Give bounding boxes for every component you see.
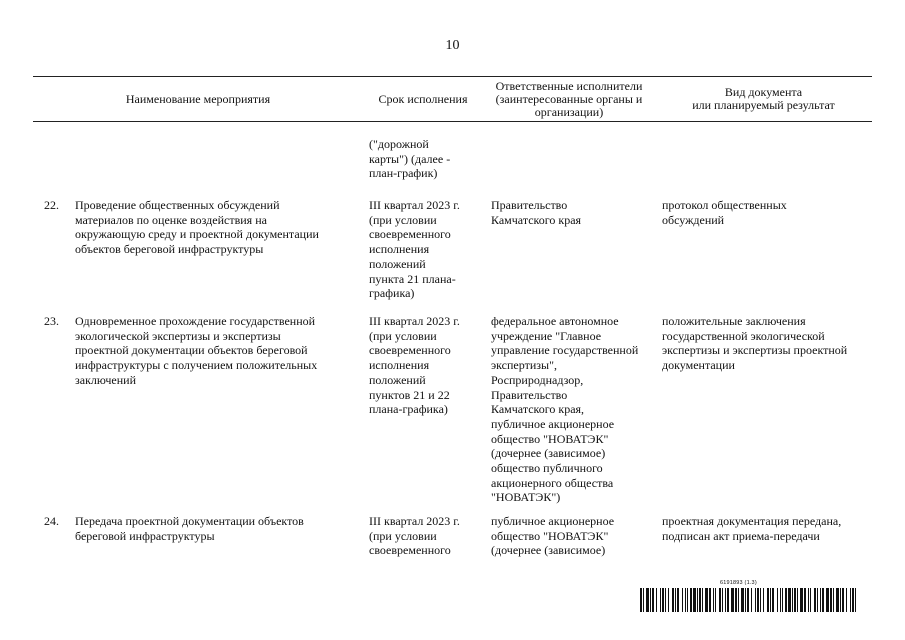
column-header-name: Наименование мероприятия	[125, 91, 271, 106]
table-top-rule	[33, 76, 872, 77]
row-24-number: 24.	[44, 514, 59, 528]
row-24-deadline: III квартал 2023 г. (при условии своевременного	[369, 514, 460, 558]
row-23-deadline: III квартал 2023 г. (при условии своевременного исполнения положений пунктов 21 и 22 плана-графика)	[369, 314, 460, 417]
column-header-deadline: Срок исполнения	[378, 91, 468, 106]
page-number: 10	[445, 38, 460, 53]
row-23-result: положительные заключения государственной экологической экспертизы и экспертизы проектной документации	[662, 314, 848, 373]
continuation-deadline: ("дорожной карты") (далее - план-график)	[369, 137, 451, 181]
barcode-label: 6191893 (1.3)	[720, 580, 757, 586]
row-22-result: протокол общественных обсуждений	[662, 198, 787, 227]
row-23-name: Одновременное прохождение государственной экологической экспертизы и экспертизы проектной документации объектов береговой инфраструктуры с получением положительных заключений	[75, 314, 318, 387]
row-24-executors: публичное акционерное общество "НОВАТЭК" (дочернее (зависимое)	[491, 514, 615, 558]
row-23-number: 23.	[44, 314, 59, 328]
row-22-name: Проведение общественных обсуждений материалов по оценке воздействия на окружающую среду и проектной документации объектов береговой инфраструктуры	[75, 198, 319, 257]
row-24-name: Передача проектной документации объектов береговой инфраструктуры	[75, 514, 304, 543]
row-22-executors: Правительство Камчатского края	[491, 198, 582, 227]
row-22-number: 22.	[44, 198, 59, 212]
row-22-deadline: III квартал 2023 г. (при условии своевременного исполнения положений пункта 21 плана- графика)	[369, 198, 460, 301]
table-header-rule	[33, 121, 872, 122]
barcode	[640, 588, 857, 612]
column-header-result: Вид документа или планируемый результат	[692, 85, 835, 112]
row-23-executors: федеральное автономное учреждение "Главное управление государственной экспертизы", Росприроднадзор, Правительство Камчатского края, публичное акционерное общество "НОВАТЭК" (дочернее (зависимое) общество публичного акционерного общества "НОВАТЭК")	[491, 314, 639, 505]
column-header-executors: Ответственные исполнители (заинтересованные органы и организации)	[495, 78, 643, 119]
row-24-result: проектная документация передана, подписан акт приема-передачи	[662, 514, 842, 543]
